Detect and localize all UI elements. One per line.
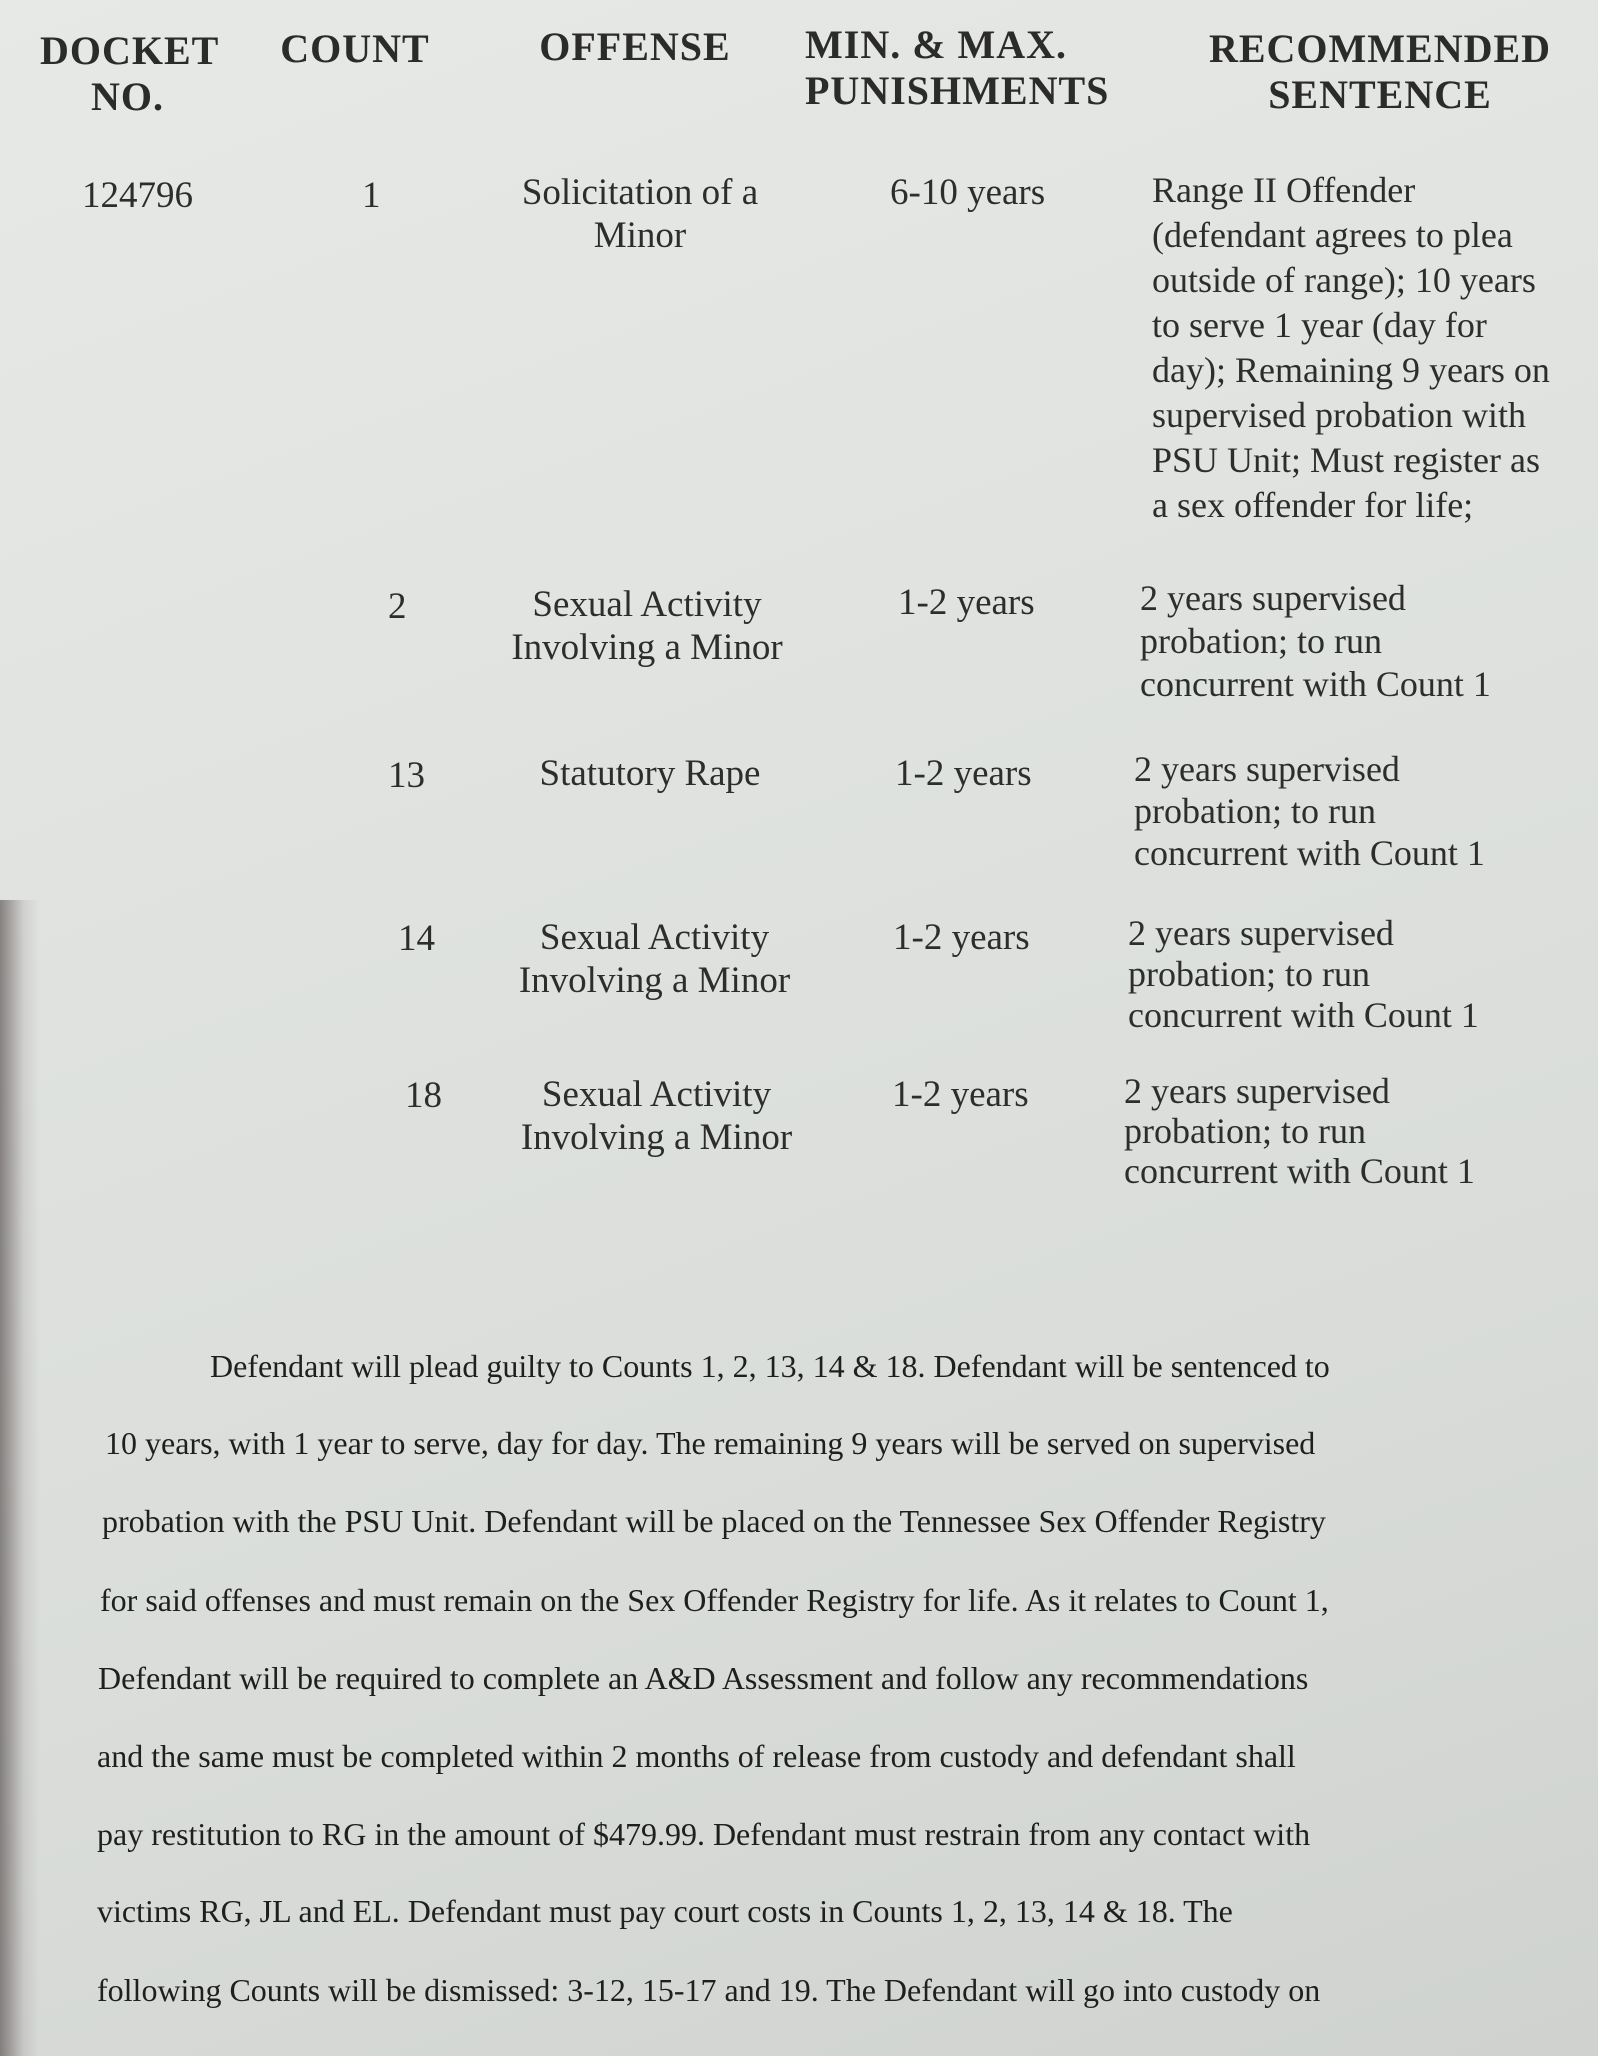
row-5-sentence: [1124, 1071, 1564, 1191]
row-2-offense: [502, 584, 792, 669]
row-1-offense-line1: Solicitation of a: [521, 172, 759, 213]
paragraph-line-1: Defendant will plead guilty to Counts 1, 2, 13, 14 & 18. Defendant will be sentenced to: [210, 1348, 1330, 1384]
row-5-punishment: 1-2 years: [892, 1074, 1029, 1115]
header-offense: OFFENSE: [539, 24, 731, 69]
row-3-offense-line1: Statutory Rape: [539, 753, 761, 794]
row-1-sentence-line7: PSU Unit; Must register as: [1152, 440, 1541, 480]
row-4-punishment: 1-2 years: [893, 917, 1030, 958]
row-1-sentence-line5: day); Remaining 9 years on: [1152, 350, 1550, 390]
row-5-sentence-line1: 2 years supervised: [1124, 1071, 1390, 1111]
row-2-sentence-line2: probation; to run: [1140, 621, 1382, 661]
row-2-offense-line2: Involving a Minor: [511, 626, 783, 668]
header-recommended-line2: SENTENCE: [1268, 72, 1492, 117]
row-1-sentence-line1: Range II Offender: [1152, 170, 1416, 210]
paragraph-line-8: victims RG, JL and EL. Defendant must pay court costs in Counts 1, 2, 13, 14 & 18. The: [97, 1893, 1233, 1929]
header-punishments-line1: MIN. & MAX.: [805, 22, 1068, 67]
header-punishments: [805, 22, 1110, 114]
row-3-sentence-line2: probation; to run: [1134, 791, 1376, 831]
row-2-sentence: [1140, 577, 1580, 706]
row-1-count: 1: [362, 175, 381, 216]
header-punishments-line2: PUNISHMENTS: [805, 68, 1110, 113]
row-1-sentence-line4: to serve 1 year (day for: [1152, 305, 1487, 345]
paragraph-line-4: for said offenses and must remain on the Sex Offender Registry for life. As it relates to Count 1,: [100, 1582, 1329, 1618]
row-3-sentence: [1134, 748, 1574, 874]
row-4-sentence-line1: 2 years supervised: [1128, 913, 1394, 953]
paragraph-line-3: probation with the PSU Unit. Defendant will be placed on the Tennessee Sex Offender Registry: [102, 1503, 1326, 1539]
paragraph-line-9: following Counts will be dismissed: 3-12, 15-17 and 19. The Defendant will go into custody on: [97, 1972, 1321, 2008]
row-2-sentence-line1: 2 years supervised: [1140, 578, 1406, 618]
row-3-punishment: 1-2 years: [895, 753, 1032, 794]
header-recommended-line1: RECOMMENDED: [1208, 26, 1552, 71]
row-1-sentence-line2: (defendant agrees to plea: [1152, 215, 1513, 255]
row-2-offense-line1: Sexual Activity: [532, 584, 762, 625]
row-5-count: 18: [405, 1075, 442, 1116]
row-5-sentence-line2: probation; to run: [1124, 1111, 1366, 1151]
paragraph-line-5: Defendant will be required to complete an A&D Assessment and follow any recommendations: [98, 1660, 1309, 1696]
header-docket-line1: DOCKET: [40, 28, 220, 73]
row-5-offense-line1: Sexual Activity: [541, 1074, 772, 1115]
row-3-sentence-line3: concurrent with Count 1: [1134, 833, 1485, 873]
row-1-sentence-line6: supervised probation with: [1152, 395, 1526, 435]
row-2-sentence-line3: concurrent with Count 1: [1140, 664, 1491, 704]
header-recommended-sentence: [1200, 26, 1560, 118]
paragraph-line-2: 10 years, with 1 year to serve, day for day. The remaining 9 years will be served on supervised: [105, 1425, 1316, 1461]
row-2-punishment: 1-2 years: [898, 582, 1035, 623]
row-1-sentence-line8: a sex offender for life;: [1152, 485, 1474, 525]
row-1-punishment: 6-10 years: [890, 172, 1046, 213]
row-5-offense: [514, 1074, 799, 1159]
paragraph-line-6: and the same must be completed within 2 months of release from custody and defendant shall: [97, 1738, 1296, 1774]
row-1-sentence-line3: outside of range); 10 years: [1152, 260, 1536, 300]
row-4-offense-line2: Involving a Minor: [518, 959, 791, 1001]
row-5-offense-line2: Involving a Minor: [520, 1116, 793, 1158]
row-4-sentence-line2: probation; to run: [1128, 954, 1370, 994]
row-1-offense: [500, 172, 780, 257]
row-3-count: 13: [388, 755, 425, 796]
row-3-sentence-line1: 2 years supervised: [1134, 749, 1400, 789]
header-docket-line2: NO.: [91, 74, 164, 119]
paragraph-line-7: pay restitution to RG in the amount of $479.99. Defendant must restrain from any contact with: [97, 1816, 1311, 1852]
page-edge-shadow: [0, 900, 40, 2056]
row-4-offense: [512, 917, 797, 1002]
row-4-sentence-line3: concurrent with Count 1: [1128, 995, 1479, 1035]
row-2-count: 2: [388, 586, 407, 627]
row-4-count: 14: [398, 918, 435, 959]
row-4-offense-line1: Sexual Activity: [539, 917, 770, 958]
row-3-offense: [505, 753, 795, 796]
docket-number: 124796: [82, 175, 193, 216]
header-docket-no: [40, 28, 220, 120]
row-1-offense-line2: Minor: [593, 214, 687, 256]
header-count: COUNT: [280, 26, 430, 71]
row-5-sentence-line3: concurrent with Count 1: [1124, 1151, 1475, 1191]
row-1-sentence: [1152, 168, 1592, 528]
row-4-sentence: [1128, 913, 1568, 1036]
